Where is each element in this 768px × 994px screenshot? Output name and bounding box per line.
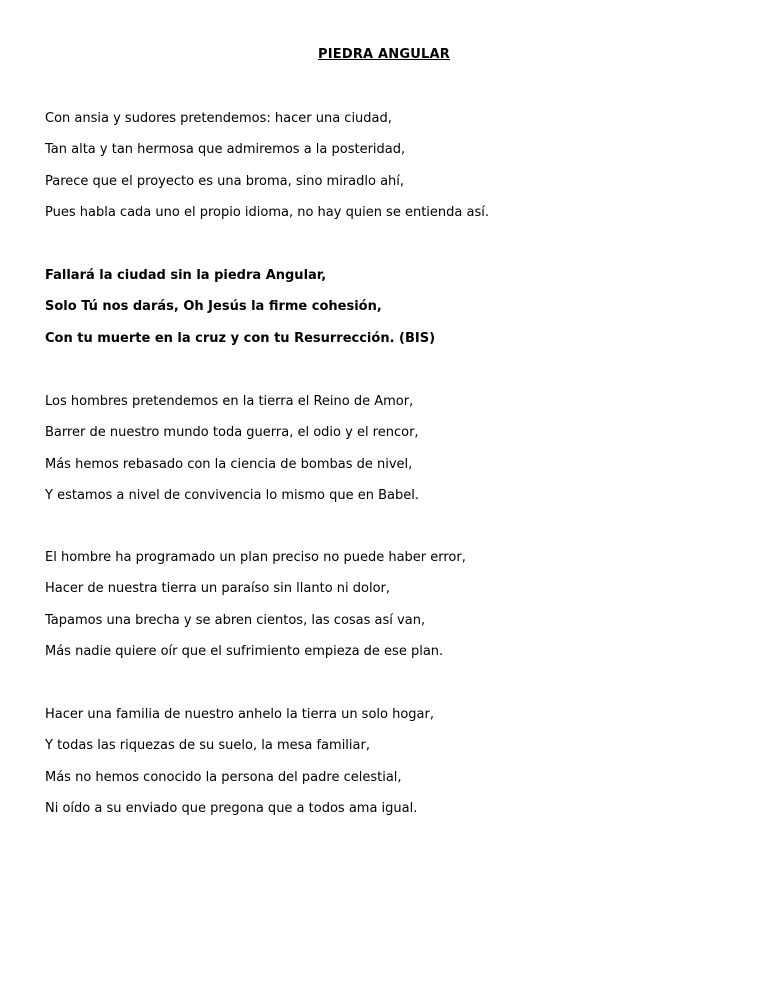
stanza-line: Tan alta y tan hermosa que admiremos a la posteridad, <box>45 142 406 158</box>
stanza-line: Con ansia y sudores pretendemos: hacer una ciudad, <box>45 111 392 126</box>
stanza-line: El hombre ha programado un plan preciso no puede haber error, <box>45 550 466 565</box>
chorus-line: Con tu muerte en la cruz y con tu Resurrección. (BIS) <box>45 330 436 346</box>
stanza-2 <box>45 393 745 518</box>
stanza-line: Los hombres pretendemos en la tierra el Reino de Amor, <box>45 394 414 409</box>
stanza-line: Tapamos una brecha y se abren cientos, las cosas así van, <box>45 612 426 628</box>
chorus <box>45 267 745 361</box>
song-title: PIEDRA ANGULAR <box>318 47 450 62</box>
stanza-line: Hacer de nuestra tierra un paraíso sin llanto ni dolor, <box>45 581 391 597</box>
stanza-line: Hacer una familia de nuestro anhelo la tierra un solo hogar, <box>45 707 434 722</box>
stanza-line: Parece que el proyecto es una broma, sino miradlo ahí, <box>45 173 405 189</box>
stanza-line: Ni oído a su enviado que pregona que a todos ama igual. <box>45 800 418 816</box>
stanza-line: Más no hemos conocido la persona del padre celestial, <box>45 769 402 785</box>
stanza-3 <box>45 549 745 674</box>
stanza-line: Y estamos a nivel de convivencia lo mismo que en Babel. <box>45 487 419 503</box>
stanza-1 <box>45 110 745 235</box>
stanza-line: Barrer de nuestro mundo toda guerra, el odio y el rencor, <box>45 425 419 441</box>
chorus-line: Fallará la ciudad sin la piedra Angular, <box>45 268 327 283</box>
stanza-line: Más hemos rebasado con la ciencia de bombas de nivel, <box>45 456 413 472</box>
stanza-4 <box>45 706 745 831</box>
stanza-line: Más nadie quiere oír que el sufrimiento empieza de ese plan. <box>45 643 444 659</box>
chorus-line: Solo Tú nos darás, Oh Jesús la firme cohesión, <box>45 299 382 315</box>
stanza-line: Y todas las riquezas de su suelo, la mesa familiar, <box>45 738 370 754</box>
stanza-line: Pues habla cada uno el propio idioma, no hay quien se entienda así. <box>45 204 489 220</box>
